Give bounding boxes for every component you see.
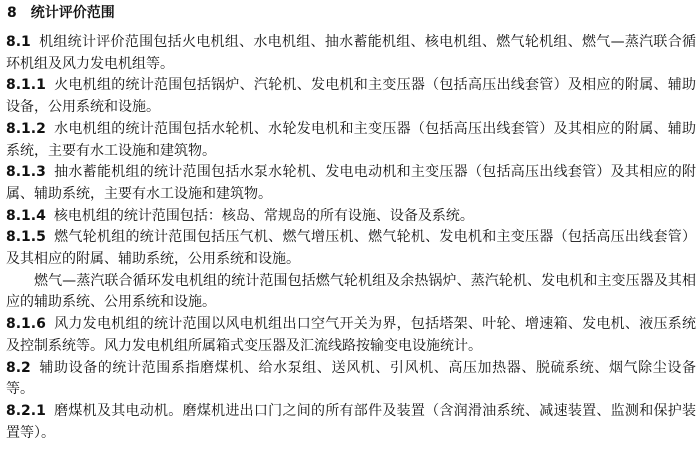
clause-8-1-1 <box>6 75 696 118</box>
clause-number: 8.1.5 <box>6 229 46 246</box>
clause-text: 燃气轮机组的统计范围包括压气机、燃气增压机、燃气轮机、发电机和主变压器（包括高压出线套管）及其相应的附属、辅助系统，公用系统和设施。 <box>6 229 696 268</box>
clause-8-2 <box>6 358 696 401</box>
clause-number: 8.1.3 <box>6 164 46 181</box>
clause-text: 火电机组的统计范围包括锅炉、汽轮机、发电机和主变压器（包括高压出线套管）及相应的附属、辅助设备，公用系统和设施。 <box>6 77 696 116</box>
clause-8-1-6 <box>6 314 696 357</box>
clause-8-1-4 <box>6 206 696 228</box>
section-heading <box>7 2 696 32</box>
document-page <box>6 2 696 444</box>
clause-number: 8.2.1 <box>6 402 46 419</box>
clause-text: 抽水蓄能机组的统计范围包括水泵水轮机、发电电动机和主变压器（包括高压出线套管）及其相应的附属、辅助系统，主要有水工设施和建筑物。 <box>6 164 696 202</box>
clause-number: 8.1 <box>6 34 31 50</box>
clause-8-1-3 <box>6 162 696 205</box>
clause-text: 机组统计评价范围包括火电机组、水电机组、抽水蓄能机组、核电机组、燃气轮机组、燃气—蒸汽联合循环机组及风力发电机组等。 <box>6 34 696 72</box>
clause-text: 核电机组的统计范围包括：核岛、常规岛的所有设施、设备及系统。 <box>53 207 474 224</box>
clause-text: 磨煤机及其电动机。磨煤机进出口门之间的所有部件及装置（含润滑油系统、减速装置、监测和保护装置等）。 <box>6 402 696 441</box>
clause-text: 风力发电机组的统计范围以风电机组出口空气开关为界，包括塔架、叶轮、增速箱、发电机、液压系统及控制系统等。风力发电机组所属箱式变压器及汇流线路按输变电设施统计。 <box>6 316 696 354</box>
clause-number: 8.1.6 <box>6 316 46 333</box>
clause-8-1 <box>6 32 696 75</box>
clause-8-2-1 <box>6 401 696 444</box>
clause-text: 燃气—蒸汽联合循环发电机组的统计范围包括燃气轮机组及余热锅炉、蒸汽轮机、发电机和主变压器及其相应的辅助系统、公用系统和设施。 <box>6 272 696 311</box>
section-number: 8 <box>7 5 17 21</box>
clause-number: 8.1.1 <box>6 77 46 94</box>
clause-number: 8.2 <box>6 359 31 376</box>
clause-8-1-5-continuation <box>6 271 696 314</box>
section-title: 统计评价范围 <box>30 5 115 21</box>
clause-number: 8.1.4 <box>6 207 46 224</box>
clause-text: 水电机组的统计范围包括水轮机、水轮发电机和主变压器（包括高压出线套管）及其相应的附属、辅助系统，主要有水工设施和建筑物。 <box>6 120 696 159</box>
clause-8-1-2 <box>6 119 696 162</box>
clause-number: 8.1.2 <box>6 120 46 137</box>
clause-text: 辅助设备的统计范围系指磨煤机、给水泵组、送风机、引风机、高压加热器、脱硫系统、烟气除尘设备等。 <box>6 359 696 398</box>
clause-8-1-5 <box>6 227 696 270</box>
